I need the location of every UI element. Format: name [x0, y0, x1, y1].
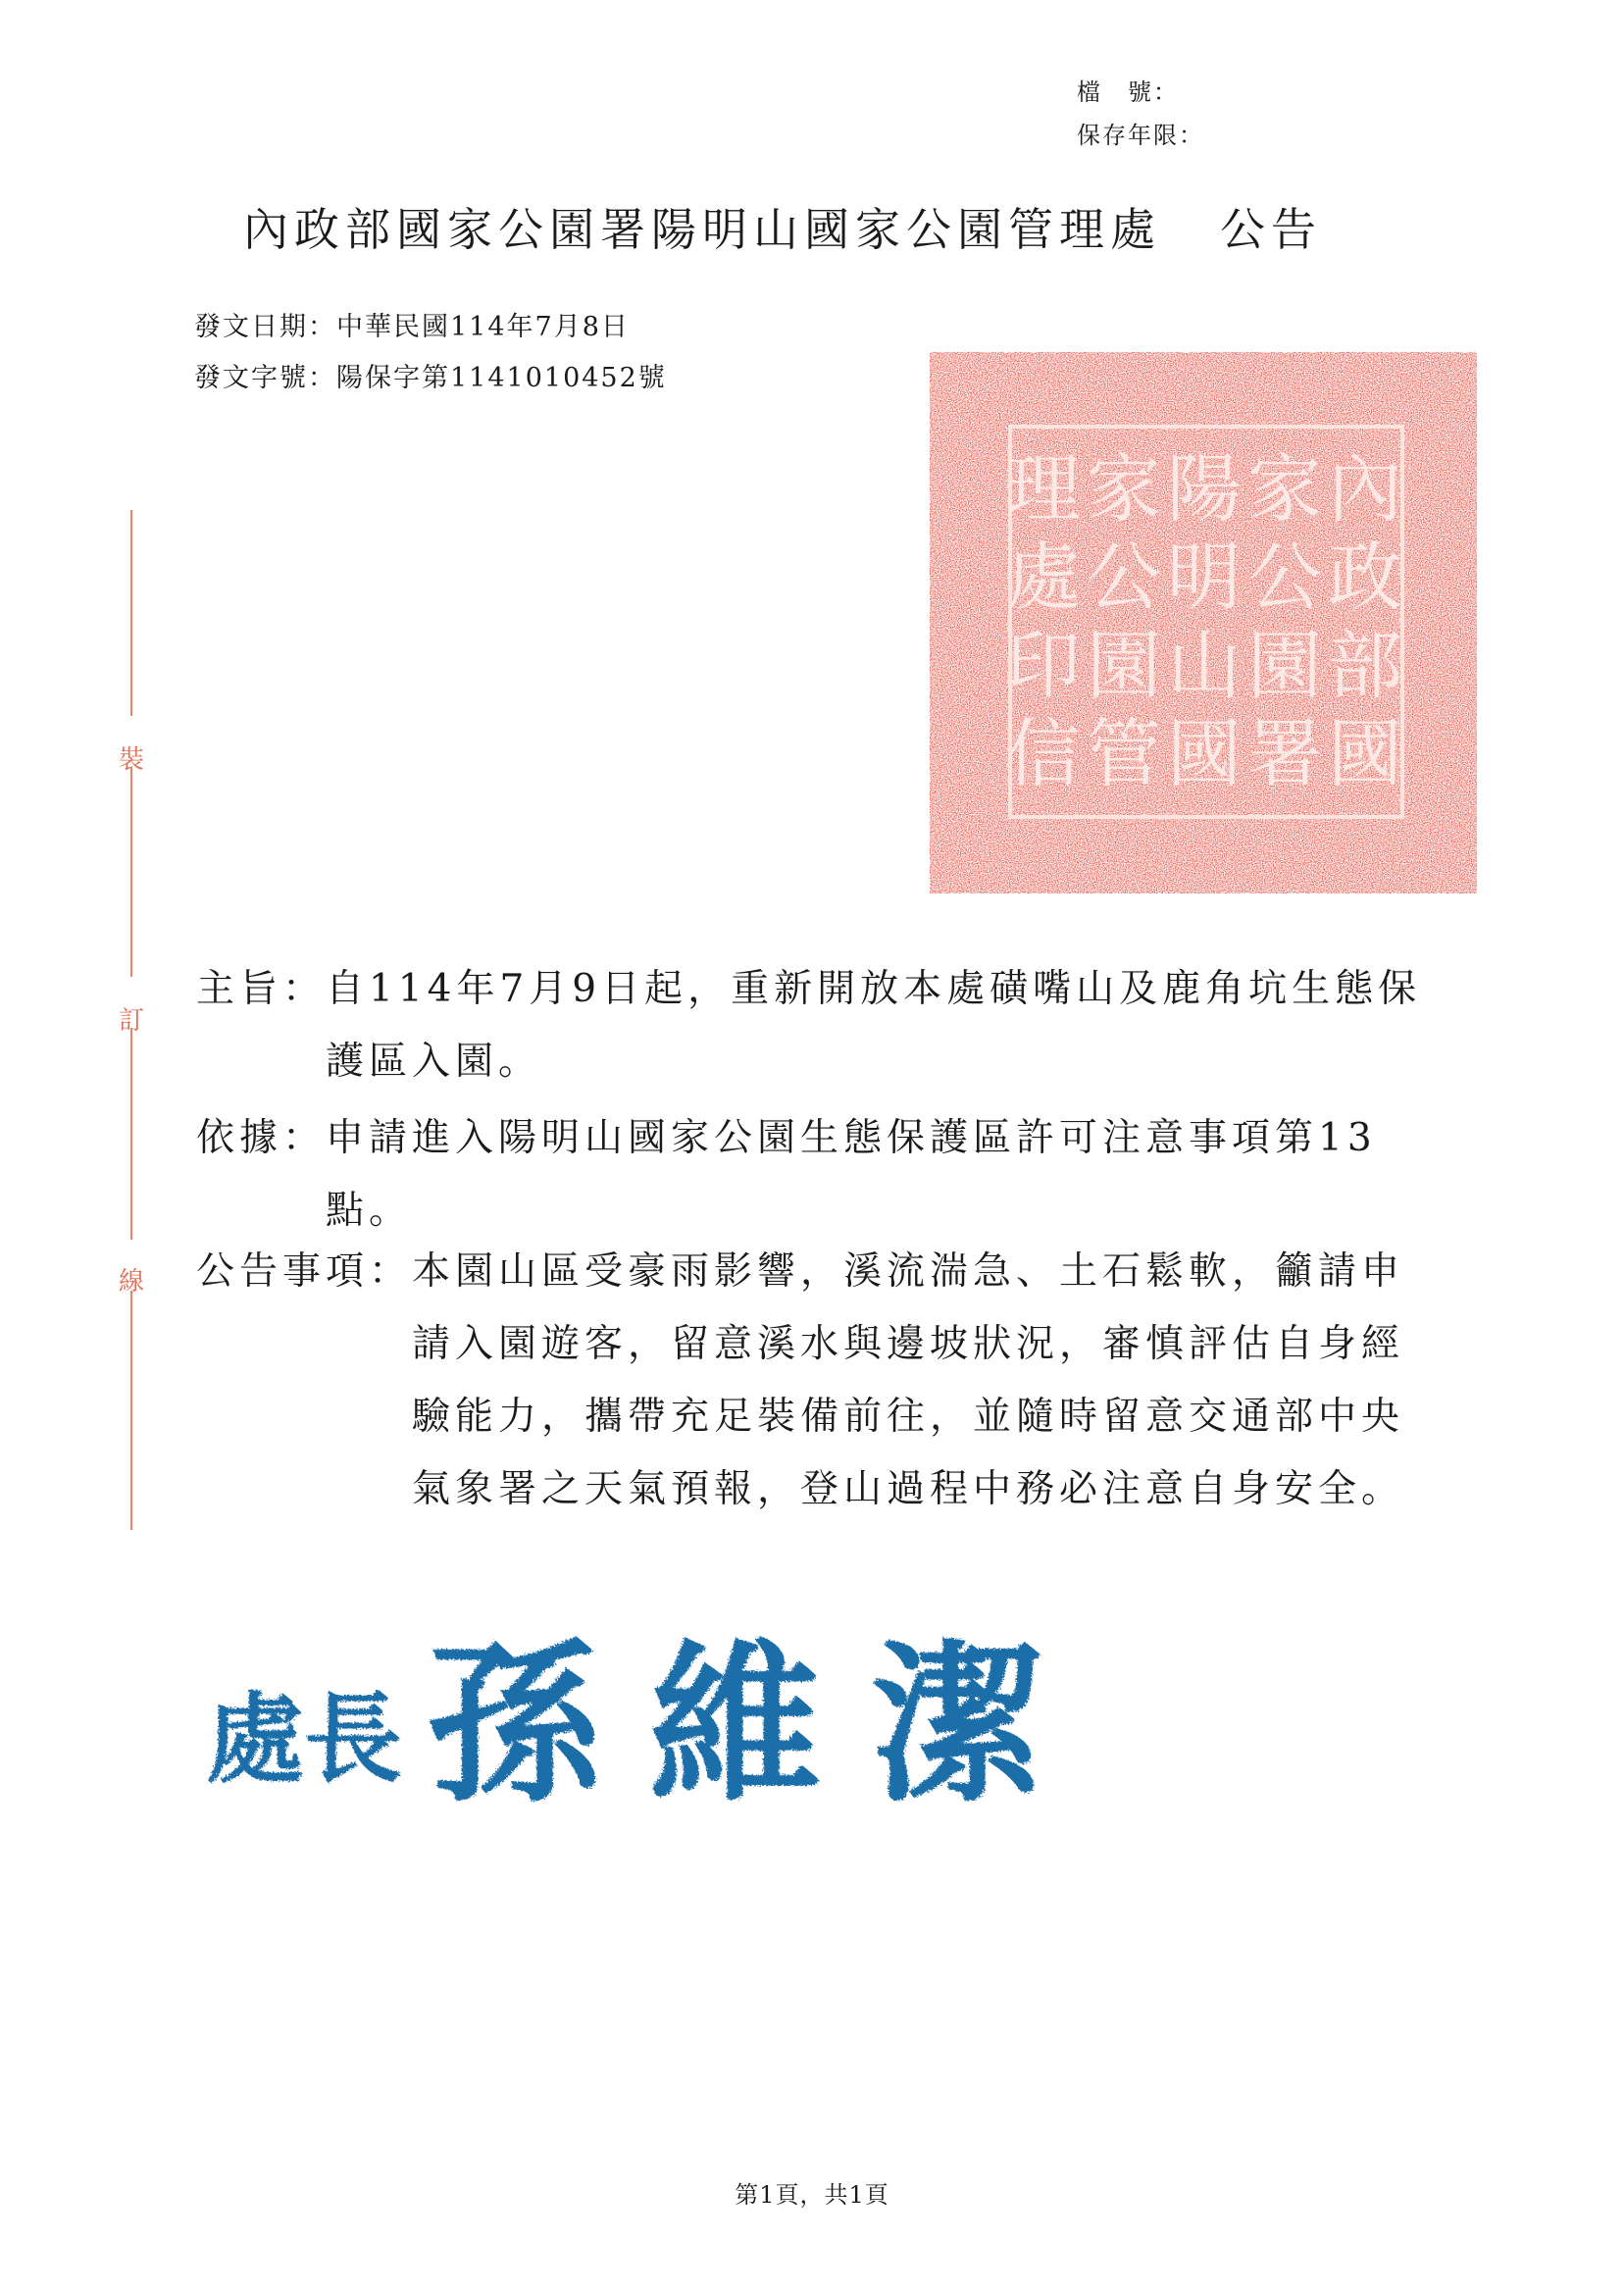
- basis-section: [196, 1102, 1434, 1247]
- agency-name: 內政部國家公園署陽明山國家公園管理處: [243, 203, 1161, 256]
- svg-text:公: 公: [1087, 534, 1161, 621]
- svg-text:處: 處: [206, 1681, 304, 1797]
- svg-text:潔: 潔: [871, 1623, 1044, 1824]
- binding-char-bind: 裝: [118, 745, 144, 775]
- svg-text:署: 署: [1247, 710, 1322, 797]
- notice-label: 公告事項：: [196, 1249, 413, 1294]
- svg-text:山: 山: [1167, 622, 1242, 709]
- subject-text: 自114年7月9日起，重新開放本處磺嘴山及鹿角坑生態保護區入園。: [326, 967, 1422, 1084]
- binding-line-segment: [130, 767, 132, 977]
- binding-char-line: 線: [118, 1267, 144, 1297]
- file-number-label: 檔 號：: [1077, 78, 1179, 106]
- svg-text:明: 明: [1167, 534, 1242, 621]
- svg-text:家: 家: [1087, 445, 1161, 533]
- director-signature: [206, 1608, 1069, 1824]
- svg-text:內: 內: [1328, 445, 1402, 533]
- notice-text: 本園山區受豪雨影響，溪流湍急、土石鬆軟，籲請申請入園遊客，留意溪水與邊坡狀況，審慎評估自身經驗能力，攜帶充足裝備前往，並隨時留意交通部中央氣象署之天氣預報，登山過程中務必注意自身安全。: [412, 1249, 1405, 1511]
- svg-text:理: 理: [1006, 445, 1081, 533]
- svg-text:家: 家: [1247, 445, 1322, 533]
- official-seal-graphic: [926, 348, 1481, 897]
- binding-line-segment: [130, 1291, 132, 1530]
- director-signature-graphic: [206, 1608, 1069, 1824]
- official-seal: [926, 348, 1481, 897]
- issue-number-value: 陽保字第1141010452號: [336, 363, 667, 393]
- filing-meta: [1077, 71, 1204, 157]
- svg-text:部: 部: [1328, 622, 1402, 709]
- svg-text:園: 園: [1087, 622, 1161, 709]
- subject-label: 主旨：: [196, 967, 327, 1011]
- retention-period-label: 保存年限：: [1077, 122, 1204, 149]
- svg-text:孫: 孫: [428, 1623, 601, 1824]
- svg-text:信: 信: [1006, 710, 1081, 797]
- svg-text:陽: 陽: [1167, 445, 1242, 533]
- svg-text:長: 長: [304, 1681, 402, 1797]
- svg-text:公: 公: [1247, 534, 1322, 621]
- svg-text:管: 管: [1087, 710, 1161, 797]
- svg-text:印: 印: [1006, 622, 1081, 709]
- issue-date-label: 發文日期：: [194, 312, 336, 342]
- svg-text:國: 國: [1328, 710, 1402, 797]
- svg-text:園: 園: [1247, 622, 1322, 709]
- binding-char-staple: 訂: [118, 1006, 144, 1036]
- notice-section: [196, 1236, 1432, 1526]
- basis-text: 申請進入陽明山國家公園生態保護區許可注意事項第13點。: [326, 1116, 1377, 1233]
- issue-date-row: [194, 302, 667, 353]
- binding-line-segment: [130, 1028, 132, 1240]
- issue-date-value: 中華民國114年7月8日: [336, 312, 630, 342]
- issue-info: [194, 302, 667, 404]
- binding-line-segment: [130, 510, 132, 716]
- svg-text:國: 國: [1167, 710, 1242, 797]
- page-number: 第1頁，共1頁: [735, 2181, 889, 2209]
- issue-number-row: [194, 353, 667, 404]
- document-type: 公告: [1220, 203, 1322, 256]
- basis-label: 依據：: [196, 1116, 327, 1160]
- document-title: [243, 194, 1322, 259]
- svg-text:政: 政: [1328, 534, 1402, 621]
- svg-text:維: 維: [649, 1623, 823, 1824]
- subject-section: [196, 953, 1434, 1098]
- issue-number-label: 發文字號：: [194, 363, 336, 393]
- svg-text:處: 處: [1006, 534, 1081, 621]
